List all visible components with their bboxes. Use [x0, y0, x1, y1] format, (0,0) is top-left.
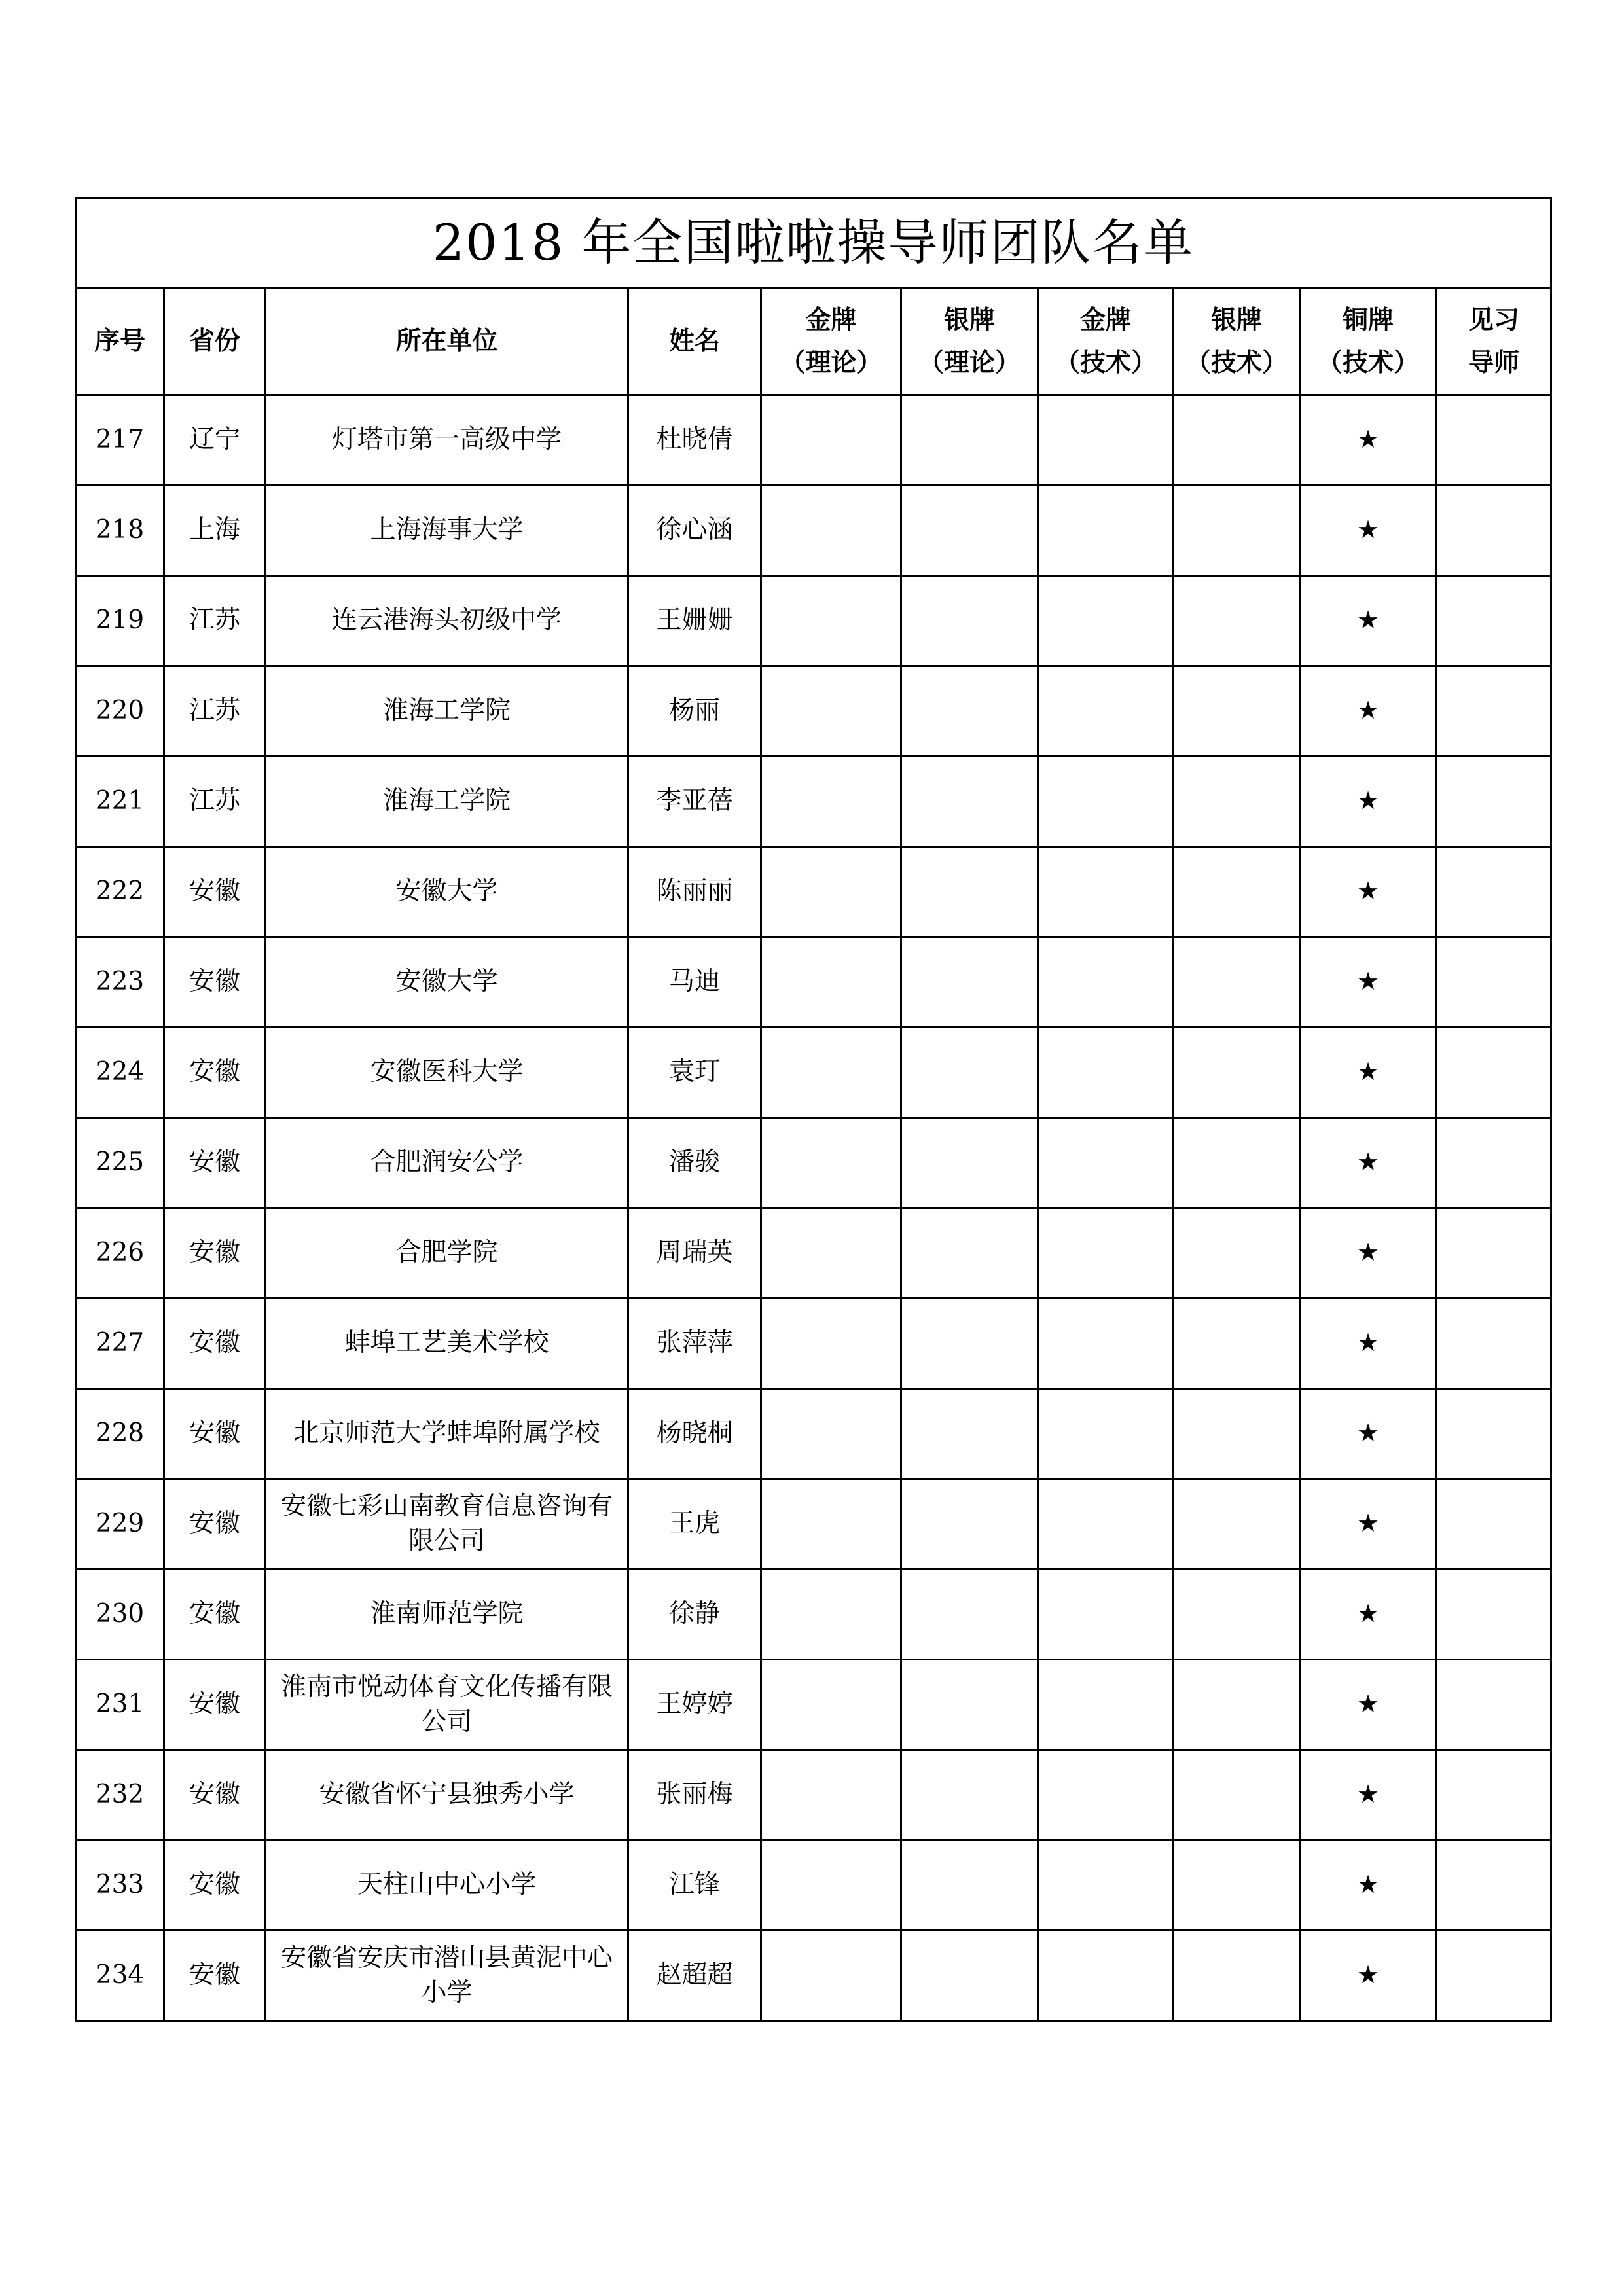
cell-name: 杨丽 — [628, 666, 761, 757]
cell-gold-theory — [761, 395, 901, 486]
cell-silver-theory — [901, 847, 1038, 937]
cell-seq: 220 — [76, 666, 164, 757]
cell-bronze-technique — [1300, 486, 1437, 576]
cell-trainee-mentor — [1437, 1299, 1551, 1389]
header-line: （理论） — [780, 347, 882, 378]
cell-gold-technique — [1038, 1840, 1174, 1931]
cell-province: 上海 — [164, 486, 266, 576]
cell-bronze-technique — [1300, 757, 1437, 847]
cell-unit: 淮南师范学院 — [266, 1570, 628, 1660]
cell-trainee-mentor — [1437, 1208, 1551, 1299]
table-row — [76, 1750, 1551, 1840]
cell-seq: 221 — [76, 757, 164, 847]
cell-gold-technique — [1038, 1479, 1174, 1570]
cell-seq: 233 — [76, 1840, 164, 1931]
cell-bronze-technique — [1300, 1931, 1437, 2021]
cell-gold-theory — [761, 847, 901, 937]
cell-seq: 234 — [76, 1931, 164, 2021]
cell-gold-theory — [761, 937, 901, 1028]
cell-gold-theory — [761, 1208, 901, 1299]
cell-province: 安徽 — [164, 1931, 266, 2021]
table-row — [76, 666, 1551, 757]
cell-name: 陈丽丽 — [628, 847, 761, 937]
cell-gold-theory — [761, 486, 901, 576]
cell-seq: 223 — [76, 937, 164, 1028]
cell-silver-technique — [1174, 395, 1300, 486]
cell-gold-technique — [1038, 757, 1174, 847]
header-unit: 所在单位 — [266, 288, 628, 395]
cell-bronze-technique — [1300, 847, 1437, 937]
header-province: 省份 — [164, 288, 266, 395]
cell-bronze-technique — [1300, 666, 1437, 757]
cell-seq: 222 — [76, 847, 164, 937]
cell-silver-technique — [1174, 1479, 1300, 1570]
cell-bronze-technique — [1300, 1299, 1437, 1389]
cell-bronze-technique — [1300, 1750, 1437, 1840]
cell-gold-theory — [761, 666, 901, 757]
cell-seq: 231 — [76, 1660, 164, 1750]
star-icon: ★ — [1356, 425, 1380, 454]
header-silver-theory — [901, 288, 1038, 395]
cell-gold-technique — [1038, 1299, 1174, 1389]
cell-seq: 229 — [76, 1479, 164, 1570]
cell-silver-technique — [1174, 757, 1300, 847]
cell-gold-theory — [761, 576, 901, 666]
cell-seq: 224 — [76, 1028, 164, 1118]
header-seq: 序号 — [76, 288, 164, 395]
cell-province: 江苏 — [164, 666, 266, 757]
star-icon: ★ — [1356, 605, 1380, 635]
cell-province: 安徽 — [164, 937, 266, 1028]
cell-trainee-mentor — [1437, 395, 1551, 486]
table-row — [76, 847, 1551, 937]
cell-province: 江苏 — [164, 757, 266, 847]
table-row — [76, 1840, 1551, 1931]
cell-silver-theory — [901, 1840, 1038, 1931]
cell-name: 张萍萍 — [628, 1299, 761, 1389]
star-icon: ★ — [1356, 1147, 1380, 1177]
cell-gold-technique — [1038, 1660, 1174, 1750]
cell-unit: 淮南市悦动体育文化传播有限公司 — [266, 1660, 628, 1750]
cell-trainee-mentor — [1437, 757, 1551, 847]
cell-unit: 淮海工学院 — [266, 666, 628, 757]
cell-trainee-mentor — [1437, 486, 1551, 576]
cell-province: 安徽 — [164, 1299, 266, 1389]
header-line: （技术） — [1054, 347, 1157, 378]
cell-silver-theory — [901, 1028, 1038, 1118]
table-row — [76, 1208, 1551, 1299]
star-icon: ★ — [1356, 1509, 1380, 1538]
cell-name: 徐心涵 — [628, 486, 761, 576]
header-gold-theory — [761, 288, 901, 395]
cell-name: 王姗姗 — [628, 576, 761, 666]
header-bronze-technique — [1300, 288, 1437, 395]
cell-unit: 蚌埠工艺美术学校 — [266, 1299, 628, 1389]
cell-seq: 226 — [76, 1208, 164, 1299]
cell-name: 徐静 — [628, 1570, 761, 1660]
header-line: （理论） — [918, 347, 1020, 378]
cell-bronze-technique — [1300, 1479, 1437, 1570]
table-body — [76, 395, 1551, 2021]
cell-unit: 灯塔市第一高级中学 — [266, 395, 628, 486]
cell-trainee-mentor — [1437, 1028, 1551, 1118]
cell-name: 杜晓倩 — [628, 395, 761, 486]
star-icon: ★ — [1356, 1960, 1380, 1990]
cell-gold-theory — [761, 1931, 901, 2021]
cell-silver-theory — [901, 1479, 1038, 1570]
cell-province: 安徽 — [164, 1750, 266, 1840]
cell-name: 赵超超 — [628, 1931, 761, 2021]
cell-gold-theory — [761, 1840, 901, 1931]
cell-seq: 232 — [76, 1750, 164, 1840]
cell-trainee-mentor — [1437, 1118, 1551, 1208]
header-gold-technique — [1038, 288, 1174, 395]
cell-silver-theory — [901, 1570, 1038, 1660]
cell-seq: 217 — [76, 395, 164, 486]
cell-gold-technique — [1038, 937, 1174, 1028]
cell-silver-technique — [1174, 1570, 1300, 1660]
cell-unit: 合肥学院 — [266, 1208, 628, 1299]
header-line: （技术） — [1185, 347, 1288, 378]
cell-silver-theory — [901, 666, 1038, 757]
table-row — [76, 937, 1551, 1028]
cell-province: 安徽 — [164, 1840, 266, 1931]
cell-name: 王婷婷 — [628, 1660, 761, 1750]
header-line: 银牌 — [943, 305, 995, 336]
cell-gold-theory — [761, 757, 901, 847]
cell-unit: 淮海工学院 — [266, 757, 628, 847]
cell-silver-theory — [901, 1750, 1038, 1840]
cell-unit: 安徽七彩山南教育信息咨询有限公司 — [266, 1479, 628, 1570]
table-row — [76, 1931, 1551, 2021]
cell-name: 江锋 — [628, 1840, 761, 1931]
cell-silver-technique — [1174, 1299, 1300, 1389]
cell-name: 袁玎 — [628, 1028, 761, 1118]
cell-gold-technique — [1038, 1570, 1174, 1660]
cell-bronze-technique — [1300, 1028, 1437, 1118]
cell-gold-technique — [1038, 1389, 1174, 1479]
cell-gold-technique — [1038, 666, 1174, 757]
cell-gold-technique — [1038, 1208, 1174, 1299]
star-icon: ★ — [1356, 1328, 1380, 1357]
star-icon: ★ — [1356, 1599, 1380, 1628]
cell-trainee-mentor — [1437, 1931, 1551, 2021]
cell-bronze-technique — [1300, 1570, 1437, 1660]
cell-bronze-technique — [1300, 1118, 1437, 1208]
cell-province: 安徽 — [164, 1118, 266, 1208]
cell-province: 安徽 — [164, 1479, 266, 1570]
cell-silver-theory — [901, 1931, 1038, 2021]
cell-seq: 228 — [76, 1389, 164, 1479]
cell-name: 杨晓桐 — [628, 1389, 761, 1479]
cell-seq: 230 — [76, 1570, 164, 1660]
cell-province: 辽宁 — [164, 395, 266, 486]
cell-silver-theory — [901, 395, 1038, 486]
cell-unit: 安徽省怀宁县独秀小学 — [266, 1750, 628, 1840]
cell-unit: 北京师范大学蚌埠附属学校 — [266, 1389, 628, 1479]
cell-gold-theory — [761, 1028, 901, 1118]
header-line: 金牌 — [1079, 305, 1131, 336]
cell-silver-technique — [1174, 1028, 1300, 1118]
header-line: 导师 — [1468, 347, 1520, 378]
cell-silver-theory — [901, 1208, 1038, 1299]
table-row — [76, 1389, 1551, 1479]
table-row — [76, 1118, 1551, 1208]
header-trainee-mentor — [1437, 288, 1551, 395]
cell-seq: 219 — [76, 576, 164, 666]
cell-unit: 安徽大学 — [266, 937, 628, 1028]
table-row — [76, 757, 1551, 847]
star-icon: ★ — [1356, 1418, 1380, 1448]
cell-province: 安徽 — [164, 1208, 266, 1299]
cell-gold-theory — [761, 1570, 901, 1660]
cell-gold-theory — [761, 1299, 901, 1389]
cell-gold-theory — [761, 1118, 901, 1208]
cell-silver-technique — [1174, 486, 1300, 576]
table-row — [76, 576, 1551, 666]
cell-silver-technique — [1174, 1389, 1300, 1479]
cell-province: 安徽 — [164, 847, 266, 937]
cell-silver-technique — [1174, 1750, 1300, 1840]
cell-unit: 天柱山中心小学 — [266, 1840, 628, 1931]
cell-name: 王虎 — [628, 1479, 761, 1570]
cell-trainee-mentor — [1437, 1750, 1551, 1840]
table-row — [76, 1299, 1551, 1389]
cell-silver-theory — [901, 1118, 1038, 1208]
cell-silver-theory — [901, 576, 1038, 666]
cell-gold-technique — [1038, 1118, 1174, 1208]
table-row — [76, 1479, 1551, 1570]
star-icon: ★ — [1356, 1689, 1380, 1719]
star-icon: ★ — [1356, 1238, 1380, 1267]
cell-bronze-technique — [1300, 1208, 1437, 1299]
cell-silver-technique — [1174, 1840, 1300, 1931]
cell-gold-technique — [1038, 1028, 1174, 1118]
header-line: 银牌 — [1210, 305, 1262, 336]
cell-trainee-mentor — [1437, 1479, 1551, 1570]
cell-silver-theory — [901, 486, 1038, 576]
header-line: 金牌 — [805, 305, 857, 336]
star-icon: ★ — [1356, 696, 1380, 725]
cell-gold-technique — [1038, 576, 1174, 666]
cell-gold-theory — [761, 1660, 901, 1750]
cell-trainee-mentor — [1437, 1389, 1551, 1479]
cell-gold-technique — [1038, 486, 1174, 576]
header-line: （技术） — [1316, 347, 1419, 378]
cell-gold-technique — [1038, 1750, 1174, 1840]
star-icon: ★ — [1356, 1780, 1380, 1809]
star-icon: ★ — [1356, 515, 1380, 545]
cell-trainee-mentor — [1437, 1660, 1551, 1750]
star-icon: ★ — [1356, 1870, 1380, 1899]
cell-bronze-technique — [1300, 576, 1437, 666]
cell-silver-theory — [901, 1389, 1038, 1479]
cell-province: 安徽 — [164, 1389, 266, 1479]
cell-unit: 安徽省安庆市潜山县黄泥中心小学 — [266, 1931, 628, 2021]
cell-seq: 218 — [76, 486, 164, 576]
table-row — [76, 395, 1551, 486]
cell-silver-technique — [1174, 1118, 1300, 1208]
cell-province: 安徽 — [164, 1660, 266, 1750]
cell-province: 安徽 — [164, 1028, 266, 1118]
cell-unit: 安徽医科大学 — [266, 1028, 628, 1118]
cell-bronze-technique — [1300, 395, 1437, 486]
cell-silver-technique — [1174, 937, 1300, 1028]
cell-name: 马迪 — [628, 937, 761, 1028]
header-line: 铜牌 — [1342, 305, 1394, 336]
table-row — [76, 1028, 1551, 1118]
cell-silver-theory — [901, 1299, 1038, 1389]
cell-silver-technique — [1174, 1931, 1300, 2021]
cell-silver-technique — [1174, 576, 1300, 666]
table-row — [76, 1660, 1551, 1750]
cell-seq: 227 — [76, 1299, 164, 1389]
cell-gold-theory — [761, 1479, 901, 1570]
star-icon: ★ — [1356, 876, 1380, 906]
cell-unit: 连云港海头初级中学 — [266, 576, 628, 666]
cell-trainee-mentor — [1437, 576, 1551, 666]
cell-silver-theory — [901, 1660, 1038, 1750]
mentor-list-table — [75, 197, 1552, 2022]
header-silver-technique — [1174, 288, 1300, 395]
cell-name: 李亚蓓 — [628, 757, 761, 847]
cell-silver-theory — [901, 757, 1038, 847]
star-icon: ★ — [1356, 786, 1380, 816]
cell-province: 江苏 — [164, 576, 266, 666]
star-icon: ★ — [1356, 1057, 1380, 1086]
cell-silver-theory — [901, 937, 1038, 1028]
cell-bronze-technique — [1300, 1389, 1437, 1479]
cell-gold-technique — [1038, 395, 1174, 486]
table-row — [76, 1570, 1551, 1660]
cell-trainee-mentor — [1437, 1570, 1551, 1660]
cell-silver-technique — [1174, 1660, 1300, 1750]
cell-gold-theory — [761, 1750, 901, 1840]
table-row — [76, 486, 1551, 576]
cell-unit: 安徽大学 — [266, 847, 628, 937]
header-name: 姓名 — [628, 288, 761, 395]
cell-silver-technique — [1174, 666, 1300, 757]
cell-gold-technique — [1038, 847, 1174, 937]
cell-trainee-mentor — [1437, 1840, 1551, 1931]
document-title: 2018 年全国啦啦操导师团队名单 — [76, 198, 1551, 288]
cell-silver-technique — [1174, 847, 1300, 937]
cell-bronze-technique — [1300, 1840, 1437, 1931]
cell-trainee-mentor — [1437, 847, 1551, 937]
header-line: 见习 — [1468, 305, 1520, 336]
cell-province: 安徽 — [164, 1570, 266, 1660]
star-icon: ★ — [1356, 967, 1380, 996]
cell-seq: 225 — [76, 1118, 164, 1208]
cell-trainee-mentor — [1437, 666, 1551, 757]
cell-trainee-mentor — [1437, 937, 1551, 1028]
cell-gold-technique — [1038, 1931, 1174, 2021]
cell-unit: 合肥润安公学 — [266, 1118, 628, 1208]
cell-bronze-technique — [1300, 937, 1437, 1028]
cell-name: 张丽梅 — [628, 1750, 761, 1840]
column-header-row — [76, 288, 1551, 395]
cell-silver-technique — [1174, 1208, 1300, 1299]
cell-unit: 上海海事大学 — [266, 486, 628, 576]
cell-name: 潘骏 — [628, 1118, 761, 1208]
cell-gold-theory — [761, 1389, 901, 1479]
cell-name: 周瑞英 — [628, 1208, 761, 1299]
cell-bronze-technique — [1300, 1660, 1437, 1750]
